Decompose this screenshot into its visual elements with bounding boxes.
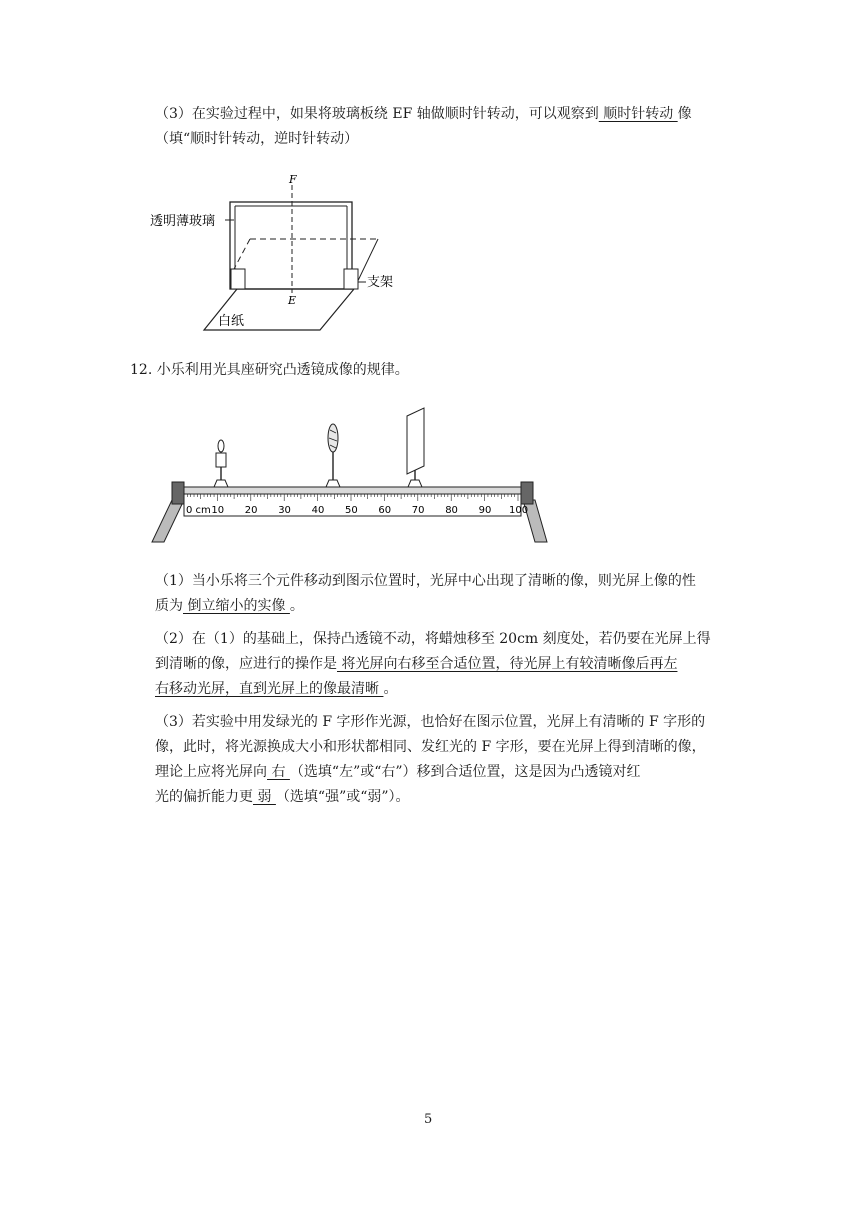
label-e: E [288, 294, 297, 307]
page-number: 5 [424, 1112, 433, 1127]
bench-rail [184, 487, 521, 494]
label-f: F [289, 173, 297, 186]
scale-label-10: 10 [211, 505, 225, 516]
scale-label-90: 90 [478, 505, 492, 516]
lens-holder-base [326, 480, 340, 487]
q12-stem: 12. 小乐利用光具座研究凸透镜成像的规律。 [130, 362, 409, 378]
left-leg [152, 500, 184, 542]
scale-label-20: 20 [244, 505, 258, 516]
part3-answer-1: 右 [267, 764, 290, 780]
light-screen [407, 408, 424, 487]
part2-answer-part1: 将光屏向右移至合适位置，待光屏上有较清晰像后再左 [337, 656, 678, 672]
screen-holder-base [408, 480, 422, 487]
q3-answer: 顺时针转动 [598, 106, 678, 122]
scale-label-40: 40 [311, 505, 325, 516]
left-stand [231, 269, 245, 289]
right-stand [344, 269, 358, 289]
candle-flame [218, 440, 224, 452]
candle-holder-base [214, 480, 228, 487]
scale-zero-label: 0 cm [186, 505, 211, 516]
scale-label-50: 50 [345, 505, 358, 516]
part3-answer-2: 弱 [253, 789, 276, 805]
scale-label-30: 30 [278, 505, 291, 516]
screen-panel [407, 408, 424, 474]
label-glass: 透明薄玻璃 [150, 214, 216, 229]
part1-answer: 倒立缩小的实像 [183, 598, 290, 614]
q3-line-1 [155, 104, 692, 124]
optical-bench-figure [150, 400, 555, 545]
part1-line-1: （1）当小乐将三个元件移动到图示位置时，光屏中心出现了清晰的像，则光屏上像的性 [155, 573, 696, 589]
part2-text-end: 。 [383, 681, 398, 697]
part3-line-2: 像，此时，将光源换成大小和形状都相同、发红光的 F 字形，要在光屏上得到清晰的像， [155, 739, 706, 755]
part2-line-1: （2）在（1）的基础上，保持凸透镜不动，将蜡烛移至 20cm 刻度处，若仍要在光屏上得 [155, 631, 711, 647]
part2-answer-part2: 右移动光屏，直到光屏上的像最清晰 [155, 681, 384, 697]
candle [214, 440, 228, 487]
scale-label-80: 80 [445, 505, 458, 516]
glass-plate-figure [140, 165, 400, 340]
scale-label-100: 100 [509, 505, 529, 516]
part3-text-mid: （选填“左”或“右”）移到合适位置，这是因为凸透镜对红 [289, 764, 641, 780]
q3-text: （3）在实验过程中，如果将玻璃板绕 EF 轴做顺时针转动，可以观察到 [155, 106, 599, 122]
label-paper: 白纸 [218, 314, 245, 329]
scale-label-60: 60 [378, 505, 392, 516]
right-end-block [521, 482, 533, 504]
part1-line-2 [155, 596, 304, 616]
part1-text: 质为 [155, 598, 183, 614]
part2-line-2 [155, 654, 677, 674]
glass-plate [230, 202, 352, 289]
left-end-block [172, 482, 184, 504]
part3-text: 理论上应将光屏向 [155, 764, 267, 780]
part3-line-1: （3）若实验中用发绿光的 F 字形作光源，也恰好在图示位置，光屏上有清晰的 F 字形的 [155, 714, 706, 730]
scale-label-70: 70 [411, 505, 425, 516]
part1-text-end: 。 [289, 598, 304, 614]
candle-body [216, 453, 226, 467]
part3-line-3 [155, 762, 641, 782]
q3-text-end: 像 [677, 106, 692, 122]
part2-line-3 [155, 679, 397, 699]
label-stand: 支架 [367, 275, 394, 290]
part3-text-2: 光的偏折能力更 [155, 789, 253, 805]
side-edge-dashed [234, 239, 250, 269]
part3-line-4 [155, 787, 410, 807]
convex-lens [326, 424, 340, 487]
part2-text: 到清晰的像，应进行的操作是 [155, 656, 337, 672]
q3-line-2: （填“顺时针转动，逆时针转动） [155, 131, 359, 147]
part3-text-end: （选填“强”或“弱”）。 [275, 789, 410, 805]
